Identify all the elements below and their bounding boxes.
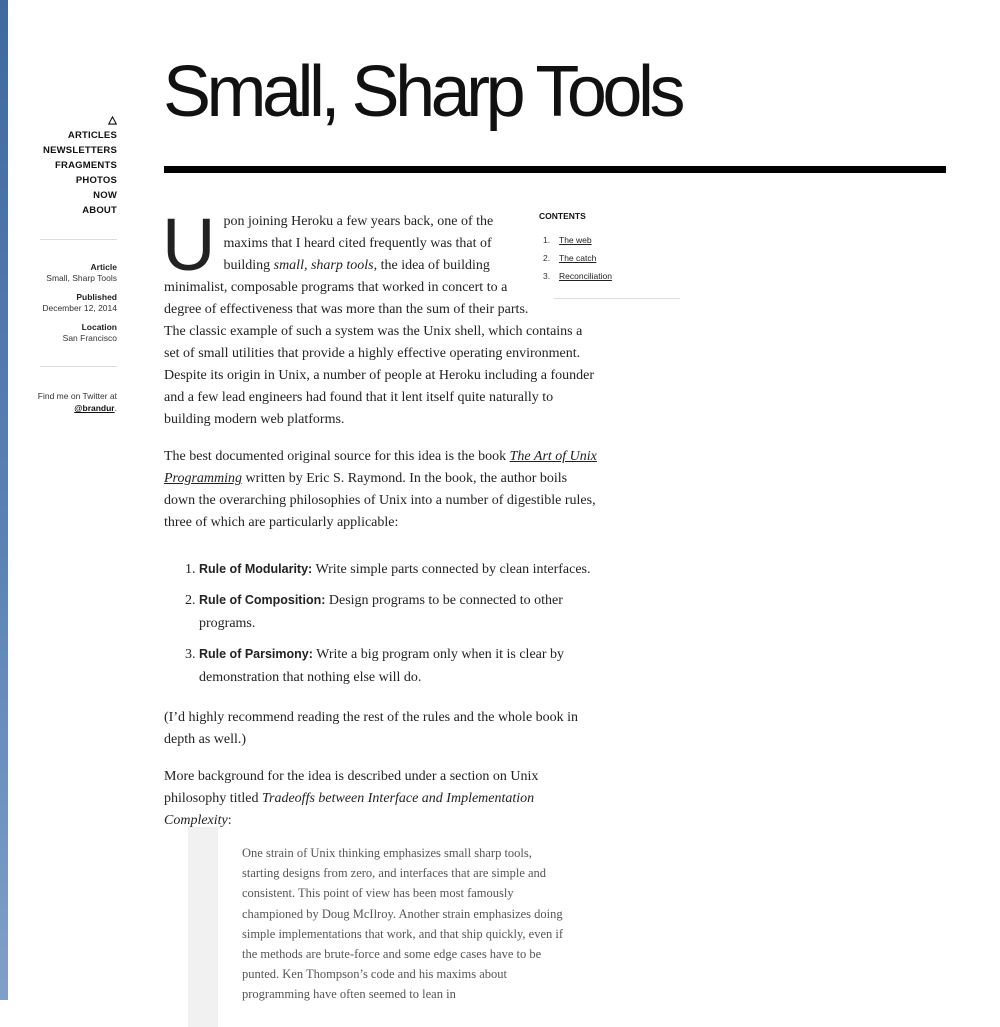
block-quote — [188, 827, 568, 1027]
source-text-b: written by Eric S. Raymond. In the book, the author boils down the overarching philosophies of Unix into a number of digestible rules, three of which are particularly applicable: — [164, 471, 596, 530]
left-edge-bar — [0, 0, 8, 1000]
background-emphasis: Tradeoffs between Interface and Implementation Complexity — [164, 791, 535, 828]
meta-location — [30, 322, 117, 344]
source-paragraph — [164, 446, 598, 534]
meta-article — [30, 262, 117, 284]
contents-heading: CONTENTS — [539, 211, 586, 221]
nav-photos[interactable]: PHOTOS — [75, 175, 117, 186]
rule-text: Write a big program only when it is clear by demonstration that nothing else will do. — [199, 647, 565, 685]
background-text-a: More background for the idea is described under a section on Unix philosophy titled — [164, 769, 539, 806]
nav-now[interactable]: NOW — [93, 190, 117, 201]
meta-published-value: December 12, 2014 — [42, 303, 117, 313]
rule-name: Rule of Composition: — [199, 593, 326, 607]
background-paragraph — [164, 766, 598, 832]
meta-published — [30, 292, 117, 314]
source-text-a: The best documented original source for this idea is the book — [164, 449, 510, 464]
rule-item — [199, 643, 598, 689]
main-nav — [30, 128, 117, 218]
quote-text: One strain of Unix thinking emphasizes small sharp tools, starting designs from zero, and interfaces that are simple and consistent. This point of view has been most famously championed by Doug McIlroy. Another strain emphasizes doing simple implementations that work, and that ship quickly, even if the methods are brute-force and some edge cases have to be punted. Ken Thompson’s code and his maxims about programming have often seemed to lean in — [242, 846, 564, 1002]
meta-location-label: Location — [81, 322, 117, 332]
twitter-note — [30, 390, 117, 414]
contents-link-the-catch[interactable]: The catch — [559, 253, 597, 263]
rule-text: Write simple parts connected by clean interfaces. — [312, 562, 591, 577]
intro-emphasis: small, sharp tools — [273, 258, 374, 273]
rule-text: Design programs to be connected to other programs. — [199, 593, 563, 631]
article-body — [162, 203, 598, 847]
sidebar-divider-2 — [40, 366, 117, 367]
meta-published-label: Published — [76, 292, 117, 302]
intro-text-c: The classic example of such a system was the Unix shell, which contains a set of small utilities that provide a highly effective operating environment. Despite its origin in Unix, a number of people at Heroku including a founder and a few lead engineers had found that it lent itself quite naturally to building modern web platforms. — [164, 324, 595, 427]
nav-newsletters[interactable]: NEWSLETTERS — [43, 145, 117, 156]
contents-item-number: 1. — [543, 235, 551, 245]
meta-article-value: Small, Sharp Tools — [46, 273, 117, 283]
contents-link-the-web[interactable]: The web — [559, 235, 592, 245]
contents-item-number: 3. — [543, 271, 551, 281]
nav-about[interactable]: ABOUT — [82, 205, 117, 216]
twitter-suffix: . — [114, 403, 117, 413]
nav-articles[interactable]: ARTICLES — [67, 130, 117, 141]
sidebar-divider — [40, 239, 117, 240]
rule-name: Rule of Modularity: — [199, 562, 313, 576]
drop-cap: U — [162, 203, 216, 286]
article-meta — [30, 262, 117, 344]
meta-location-value: San Francisco — [62, 333, 117, 343]
rules-list — [164, 558, 598, 689]
intro-text-a: pon joining Heroku a few years back, one of the maxims that I heard cited frequently was that of building — [223, 214, 494, 273]
page-title: Small, Sharp Tools — [163, 52, 681, 132]
background-text-b: : — [227, 813, 232, 828]
recommendation-paragraph: (I’d highly recommend reading the rest of the rules and the whole book in depth as well.) — [164, 710, 579, 747]
intro-text-b: , the idea of building minimalist, composable programs that worked in concert to a degree of effectiveness that was more than the sum of their parts. — [164, 258, 529, 317]
twitter-handle-link[interactable]: @brandur — [74, 403, 115, 413]
sidebar — [30, 112, 117, 414]
contents-link-reconciliation[interactable]: Reconciliation — [559, 271, 612, 281]
rule-item — [199, 589, 598, 635]
book-title: The Art of Unix Programming — [164, 449, 597, 486]
twitter-prefix: Find me on Twitter at — [37, 391, 117, 401]
contents-item-number: 2. — [543, 253, 551, 263]
home-triangle-icon[interactable] — [30, 112, 117, 126]
title-rule — [164, 166, 946, 173]
meta-article-label: Article — [90, 262, 117, 272]
rule-item — [199, 558, 598, 581]
rule-name: Rule of Parsimony: — [199, 647, 313, 661]
nav-fragments[interactable]: FRAGMENTS — [55, 160, 117, 171]
